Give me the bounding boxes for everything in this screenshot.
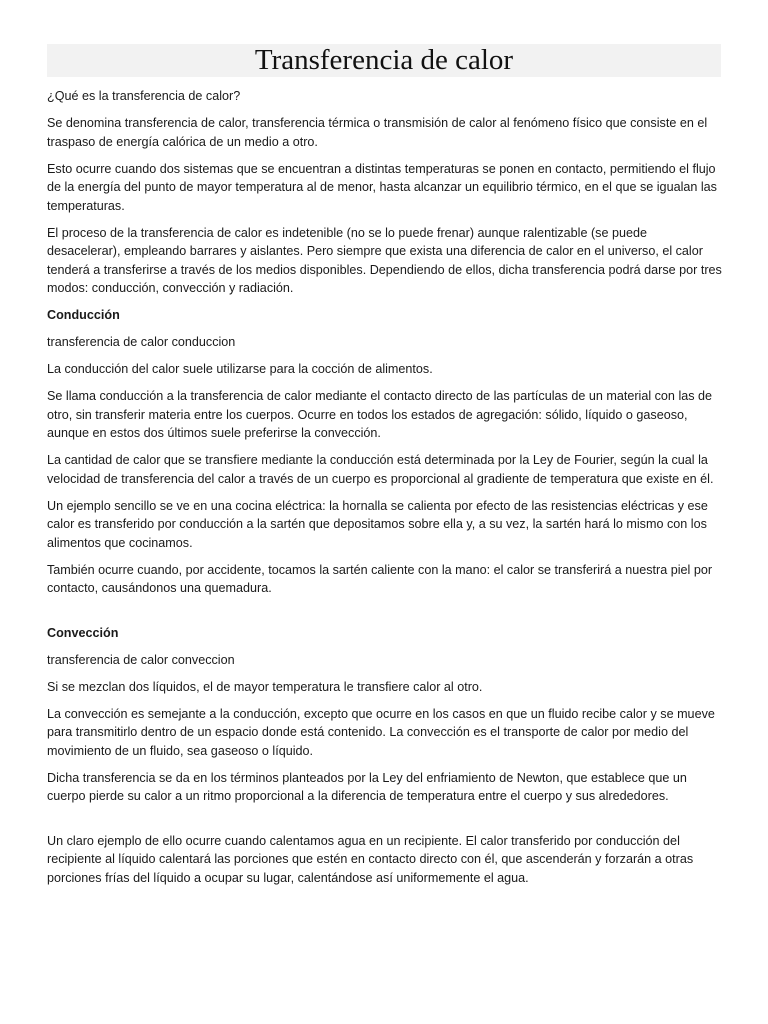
conduccion-paragraph-2: La cantidad de calor que se transfiere mediante la conducción está determinada por la Ley de Fourier, según la cual la velocidad de transferencia del calor a través de un cuerpo es proporcional al gradiente de temperatura que existe en él. <box>47 453 714 486</box>
section-heading-conduccion: Conducción <box>47 308 120 322</box>
caption-conduccion: La conducción del calor suele utilizarse para la cocción de alimentos. <box>47 362 433 376</box>
conduccion-paragraph-1: Se llama conducción a la transferencia de calor mediante el contacto directo de las partículas de un material con las de otro, sin transferir materia entre los cuerpos. Ocurre en todos los estados de agregación: sólido, líquido o gaseoso, aunque en estos dos últimos suele preferirse la convección. <box>47 389 713 440</box>
conveccion-paragraph-3: Un claro ejemplo de ello ocurre cuando calentamos agua en un recipiente. El calor transferido por conducción del recipiente al líquido calentará las porciones que estén en contacto directo con él, que ascenderán y forzarán a otras porciones frías del líquido a ocupar su lugar, calentándose así uniformemente el agua. <box>47 833 694 885</box>
conduccion-paragraph-4: También ocurre cuando, por accidente, tocamos la sartén caliente con la mano: el calor se transferirá a nuestra piel por contacto, causándonos una quemadura. <box>47 562 713 595</box>
conveccion-paragraph-1: La convección es semejante a la conducción, excepto que ocurre en los casos en que un fluido recibe calor y se mueve para transmitirlo dentro de un espacio donde está contenido. La convección es el transporte de calor por medio del movimiento de un fluido, sea gaseoso o líquido. <box>47 706 715 758</box>
section-heading-conveccion: Convección <box>47 625 119 640</box>
question-line: ¿Qué es la transferencia de calor? <box>47 89 241 103</box>
caption-conveccion: Si se mezclan dos líquidos, el de mayor temperatura le transfiere calor al otro. <box>47 679 483 694</box>
conduccion-paragraph-3: Un ejemplo sencillo se ve en una cocina eléctrica: la hornalla se calienta por efecto de las resistencias eléctricas y ese calor es transferido por conducción a la sartén que depositamos sobre ella y, a su vez, la sartén hará lo mismo con los alimentos que cocinamos. <box>47 498 708 550</box>
intro-paragraph-1: Se denomina transferencia de calor, transferencia térmica o transmisión de calor al fenómeno físico que consiste en el traspaso de energía calórica de un medio a otro. <box>47 116 708 149</box>
intro-paragraph-3: El proceso de la transferencia de calor es indetenible (no se lo puede frenar) aunque ralentizable (se puede desacelerar), empleando barrares y aislantes. Pero siempre que exista una diferencia de calor en el universo, el calor tenderá a transferirse a través de los medios disponibles. Dependiendo de ellos, dicha transferencia podrá darse por tres modos: conducción, convección y radiación. <box>47 225 722 295</box>
image-alt-conveccion: transferencia de calor conveccion <box>47 652 235 667</box>
image-alt-conduccion: transferencia de calor conduccion <box>47 335 236 349</box>
intro-paragraph-2: Esto ocurre cuando dos sistemas que se encuentran a distintas temperaturas se ponen en contacto, permitiendo el flujo de la energía del punto de mayor temperatura al de menor, hasta alcanzar un equilibrio térmico, en el que se igualan las temperaturas. <box>47 161 717 213</box>
document-title: Transferencia de calor <box>254 44 514 76</box>
conveccion-paragraph-2: Dicha transferencia se da en los términos planteados por la Ley del enfriamiento de Newton, que establece que un cuerpo pierde su calor a un ritmo proporcional a la diferencia de temperatura entre el cuerpo y sus alrededores. <box>47 770 687 803</box>
title-bar <box>47 44 721 77</box>
document-body <box>47 87 723 896</box>
